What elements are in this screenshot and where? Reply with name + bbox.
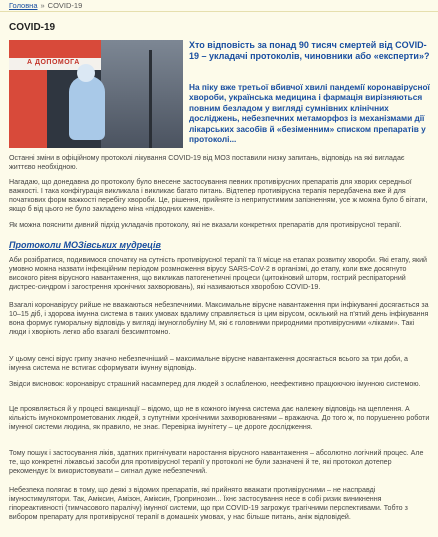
paragraph-danger: Небезпека полягає в тому, що деякі з відомих препаратів, які прийнято вважати противірусними – не насправді імуностимулятори. Так, Аміксин, Амізон, Аміксин, Гропринозин... Їхнє застосування несе в собі ризик виникнення гіпореактивності (тимчасового паралічу) імунної системи, що при COVID-19 загрожує трагічними перспективами. Тобто з вибором препарату для противірусної терапії в домашніх умовах, у нас більше питань, аніж відповідей. (9, 486, 408, 522)
medic-head (77, 64, 95, 82)
paragraph-flu: У цьому сенсі вірус грипу значно небезпечніший – максимальне вірусне навантаження досягається всього за три доби, а імунна система не встигає сформувати імунну відповідь. (9, 355, 408, 373)
article-hero-image (9, 40, 183, 148)
breadcrumb (0, 0, 438, 12)
street-background (101, 40, 183, 148)
breadcrumb-home-link[interactable]: Головна (9, 1, 38, 10)
paragraph-viral-load: Взагалі коронавірусу рийше не вважаються небезпечними. Максимальне вірусне навантаження при інфікуванні досягається за 10–15 діб, і здорова імунна система в таких умовах вдалиму справляється із цим вірусом, осклький на п'ятий день інфікування вона формує гуморальну відповідь у вигляді імуноглобуліну М, які є головними природними противірусними «ліками». Такі люди і хворіють легко або взагалі безсимптомно. (9, 301, 429, 337)
paragraph-search: Тому пошук і застосування ліків, здатних пригнічувати наростання вірусного навантаження – абсолютно логічний процес. Але те, що конкретні ліжавські засоби для противірусної терапії у протоколі не були зазначені й те, які протокол дотепер рекомендує їх використовувати – сигнал дуже небезпечний. (9, 449, 424, 476)
page-title: COVID-19 (9, 22, 56, 33)
paragraph-protocol: Нагадаю, що донедавна до протоколу було внесене застосування певних противірусних препаратів для хворих середньої важкості. І така конфігурація викликала і викликає багато питань. Відтепер противірусна терапія передбачена вже й для початкових форм важкості перебігу хвороби. Це, рішення, прийняте із неприпустимим запізненням, усе ж можна було б вітати, якщо б від цього не було закладено міна «підводних каменів». (9, 178, 428, 214)
breadcrumb-current: COVID-19 (47, 1, 83, 10)
paragraph-question: Як можна пояснити дивний підхід укладачів протоколу, які не вказали конкретних препаратів для противірусної терапії. (9, 221, 402, 229)
lead-summary: На піку вже третьої вбивчої хвилі пандемії коронавірусної хвороби, українська медицина і фармація вирізняються повним безладом у вигляді сумнівних клінічних досліджень, небезпечних метаморфоз із механізмами дії лікарських засобів й «безіменним» списком препаратів у протоколі... (189, 82, 430, 145)
medic-figure (69, 76, 105, 140)
paragraph-conclusion: Звідси висновок: коронавірус страшний насамперед для людей з ослабленою, неефективно працюючою імунною системою. (9, 380, 421, 388)
breadcrumb-separator: » (40, 1, 45, 10)
paragraph-vaccination: Це проявляється й у процесі вакцинації – відомо, що не в кожного імунна система дає належну відповідь на щеплення. А кількість імунокомпрометованих людей, з супутніми хронічними захворюваннями – вражаюча. До того ж, по порушенню роботи імунної системи людина, як правило, не знає. Перевірка імунітету – це дороге дослідження. (9, 405, 430, 432)
section-subheading: Протоколи МОЗівських мудреців (9, 240, 161, 250)
ambulance-lettering: А ДОПОМОГА (27, 59, 80, 66)
lead-question: Хто відповість за понад 90 тисяч смертей від COVID-19 – укладачі протоколів, чиновники або «експерти»? (189, 40, 430, 61)
lamp-pole (149, 50, 152, 148)
paragraph-intro: Останні зміни в офіційному протоколі лікування COVID-19 від МОЗ поставили низку запитань, відповідь на які вигладає життєво необхідною. (9, 154, 405, 172)
paragraph-stages: Аби розібратися, подивимося спочатку на сутність противірусної терапії та її місце на етапах розвитку хвороби. Які етапу, який умовно можна назвати інфекційним періодом розмноження вірусу SARS-CoV-2 в організмі, до етапу, коли вже досягнуто високого рівня вірусного навантаження, що викликав патогенетичні процеси (цитокіновий шторм, гострий респіраторний дистрес-синдром і загострення хронічних захворювань), які називаються хворобою COVID-19. (9, 256, 428, 292)
